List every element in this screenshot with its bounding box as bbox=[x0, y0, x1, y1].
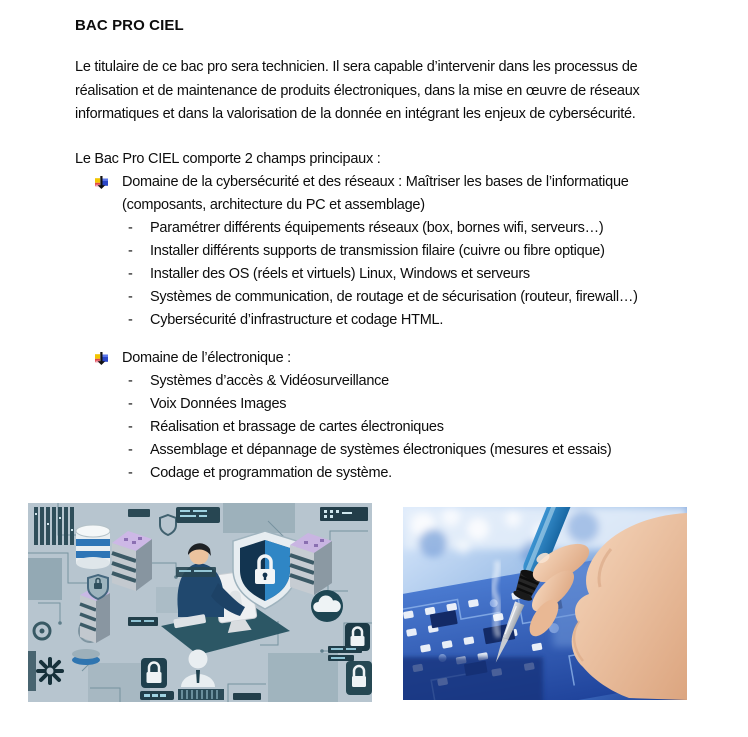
dash-bullet: - bbox=[128, 441, 133, 458]
section-title-text: Domaine de l’électronique : bbox=[122, 349, 291, 366]
section-cybersecurity bbox=[75, 171, 735, 332]
dash-bullet: - bbox=[128, 311, 133, 328]
list-item-text: Installer des OS (réels et virtuels) Linux, Windows et serveurs bbox=[150, 265, 530, 282]
list-item bbox=[75, 286, 735, 309]
list-item bbox=[75, 393, 735, 416]
list-item-text: Systèmes de communication, de routage et de sécurisation (routeur, firewall…) bbox=[150, 288, 638, 305]
intro-line: Le titulaire de ce bac pro sera technicien. Il sera capable d’intervenir dans les processus de bbox=[75, 59, 638, 75]
list-item-text: Assemblage et dépannage de systèmes électroniques (mesures et essais) bbox=[150, 441, 612, 458]
list-item bbox=[75, 217, 735, 240]
list-item bbox=[75, 240, 735, 263]
list-item bbox=[75, 416, 735, 439]
list-item-text: Cybersécurité d’infrastructure et codage HTML. bbox=[150, 311, 444, 328]
list-item bbox=[75, 462, 735, 485]
dash-bullet: - bbox=[128, 372, 133, 389]
dash-bullet: - bbox=[128, 395, 133, 412]
dash-bullet: - bbox=[128, 242, 133, 259]
list-item bbox=[75, 309, 735, 332]
list-item-text: Voix Données Images bbox=[150, 395, 287, 412]
list-item bbox=[75, 263, 735, 286]
intro-line: réalisation et de maintenance de produits électroniques, dans la mise en œuvre de réseaux bbox=[75, 82, 640, 99]
colored-arrow-bullet-icon bbox=[95, 176, 108, 189]
dash-bullet: - bbox=[128, 464, 133, 481]
dash-bullet: - bbox=[128, 288, 133, 305]
intro-line: informatiques et dans la valorisation de la donnée en intégrant les enjeux de cybersécurité. bbox=[75, 106, 636, 122]
list-item bbox=[75, 439, 735, 462]
list-item bbox=[75, 370, 735, 393]
intro-paragraph bbox=[75, 56, 735, 127]
dash-bullet: - bbox=[128, 265, 133, 282]
list-item-text: Codage et programmation de système. bbox=[150, 464, 392, 481]
document-body bbox=[75, 18, 735, 485]
page-title: BAC PRO CIEL bbox=[75, 17, 184, 34]
dash-bullet: - bbox=[128, 219, 133, 236]
soldering-photo bbox=[403, 507, 687, 700]
dash-bullet: - bbox=[128, 418, 133, 435]
fields-heading: Le Bac Pro CIEL comporte 2 champs principaux : bbox=[75, 150, 381, 167]
section-title-text: Domaine de la cybersécurité et des réseaux : Maîtriser les bases de l’informatique bbox=[122, 173, 629, 190]
list-item-text: Réalisation et brassage de cartes électroniques bbox=[150, 418, 444, 435]
colored-arrow-bullet-icon bbox=[95, 352, 108, 365]
section-title-line bbox=[75, 171, 735, 194]
section-electronics bbox=[75, 347, 735, 485]
section-title-line: (composants, architecture du PC et assemblage) bbox=[122, 196, 425, 213]
soldering-photo-image bbox=[403, 507, 687, 700]
cybersecurity-illustration bbox=[28, 503, 372, 702]
section-title-line bbox=[75, 347, 735, 370]
list-item-text: Installer différents supports de transmission filaire (cuivre ou fibre optique) bbox=[150, 242, 605, 259]
list-item-text: Paramétrer différents équipements réseaux (box, bornes wifi, serveurs…) bbox=[150, 219, 604, 236]
list-item-text: Systèmes d’accès & Vidéosurveillance bbox=[150, 372, 389, 389]
cybersecurity-illustration-image bbox=[28, 503, 372, 702]
